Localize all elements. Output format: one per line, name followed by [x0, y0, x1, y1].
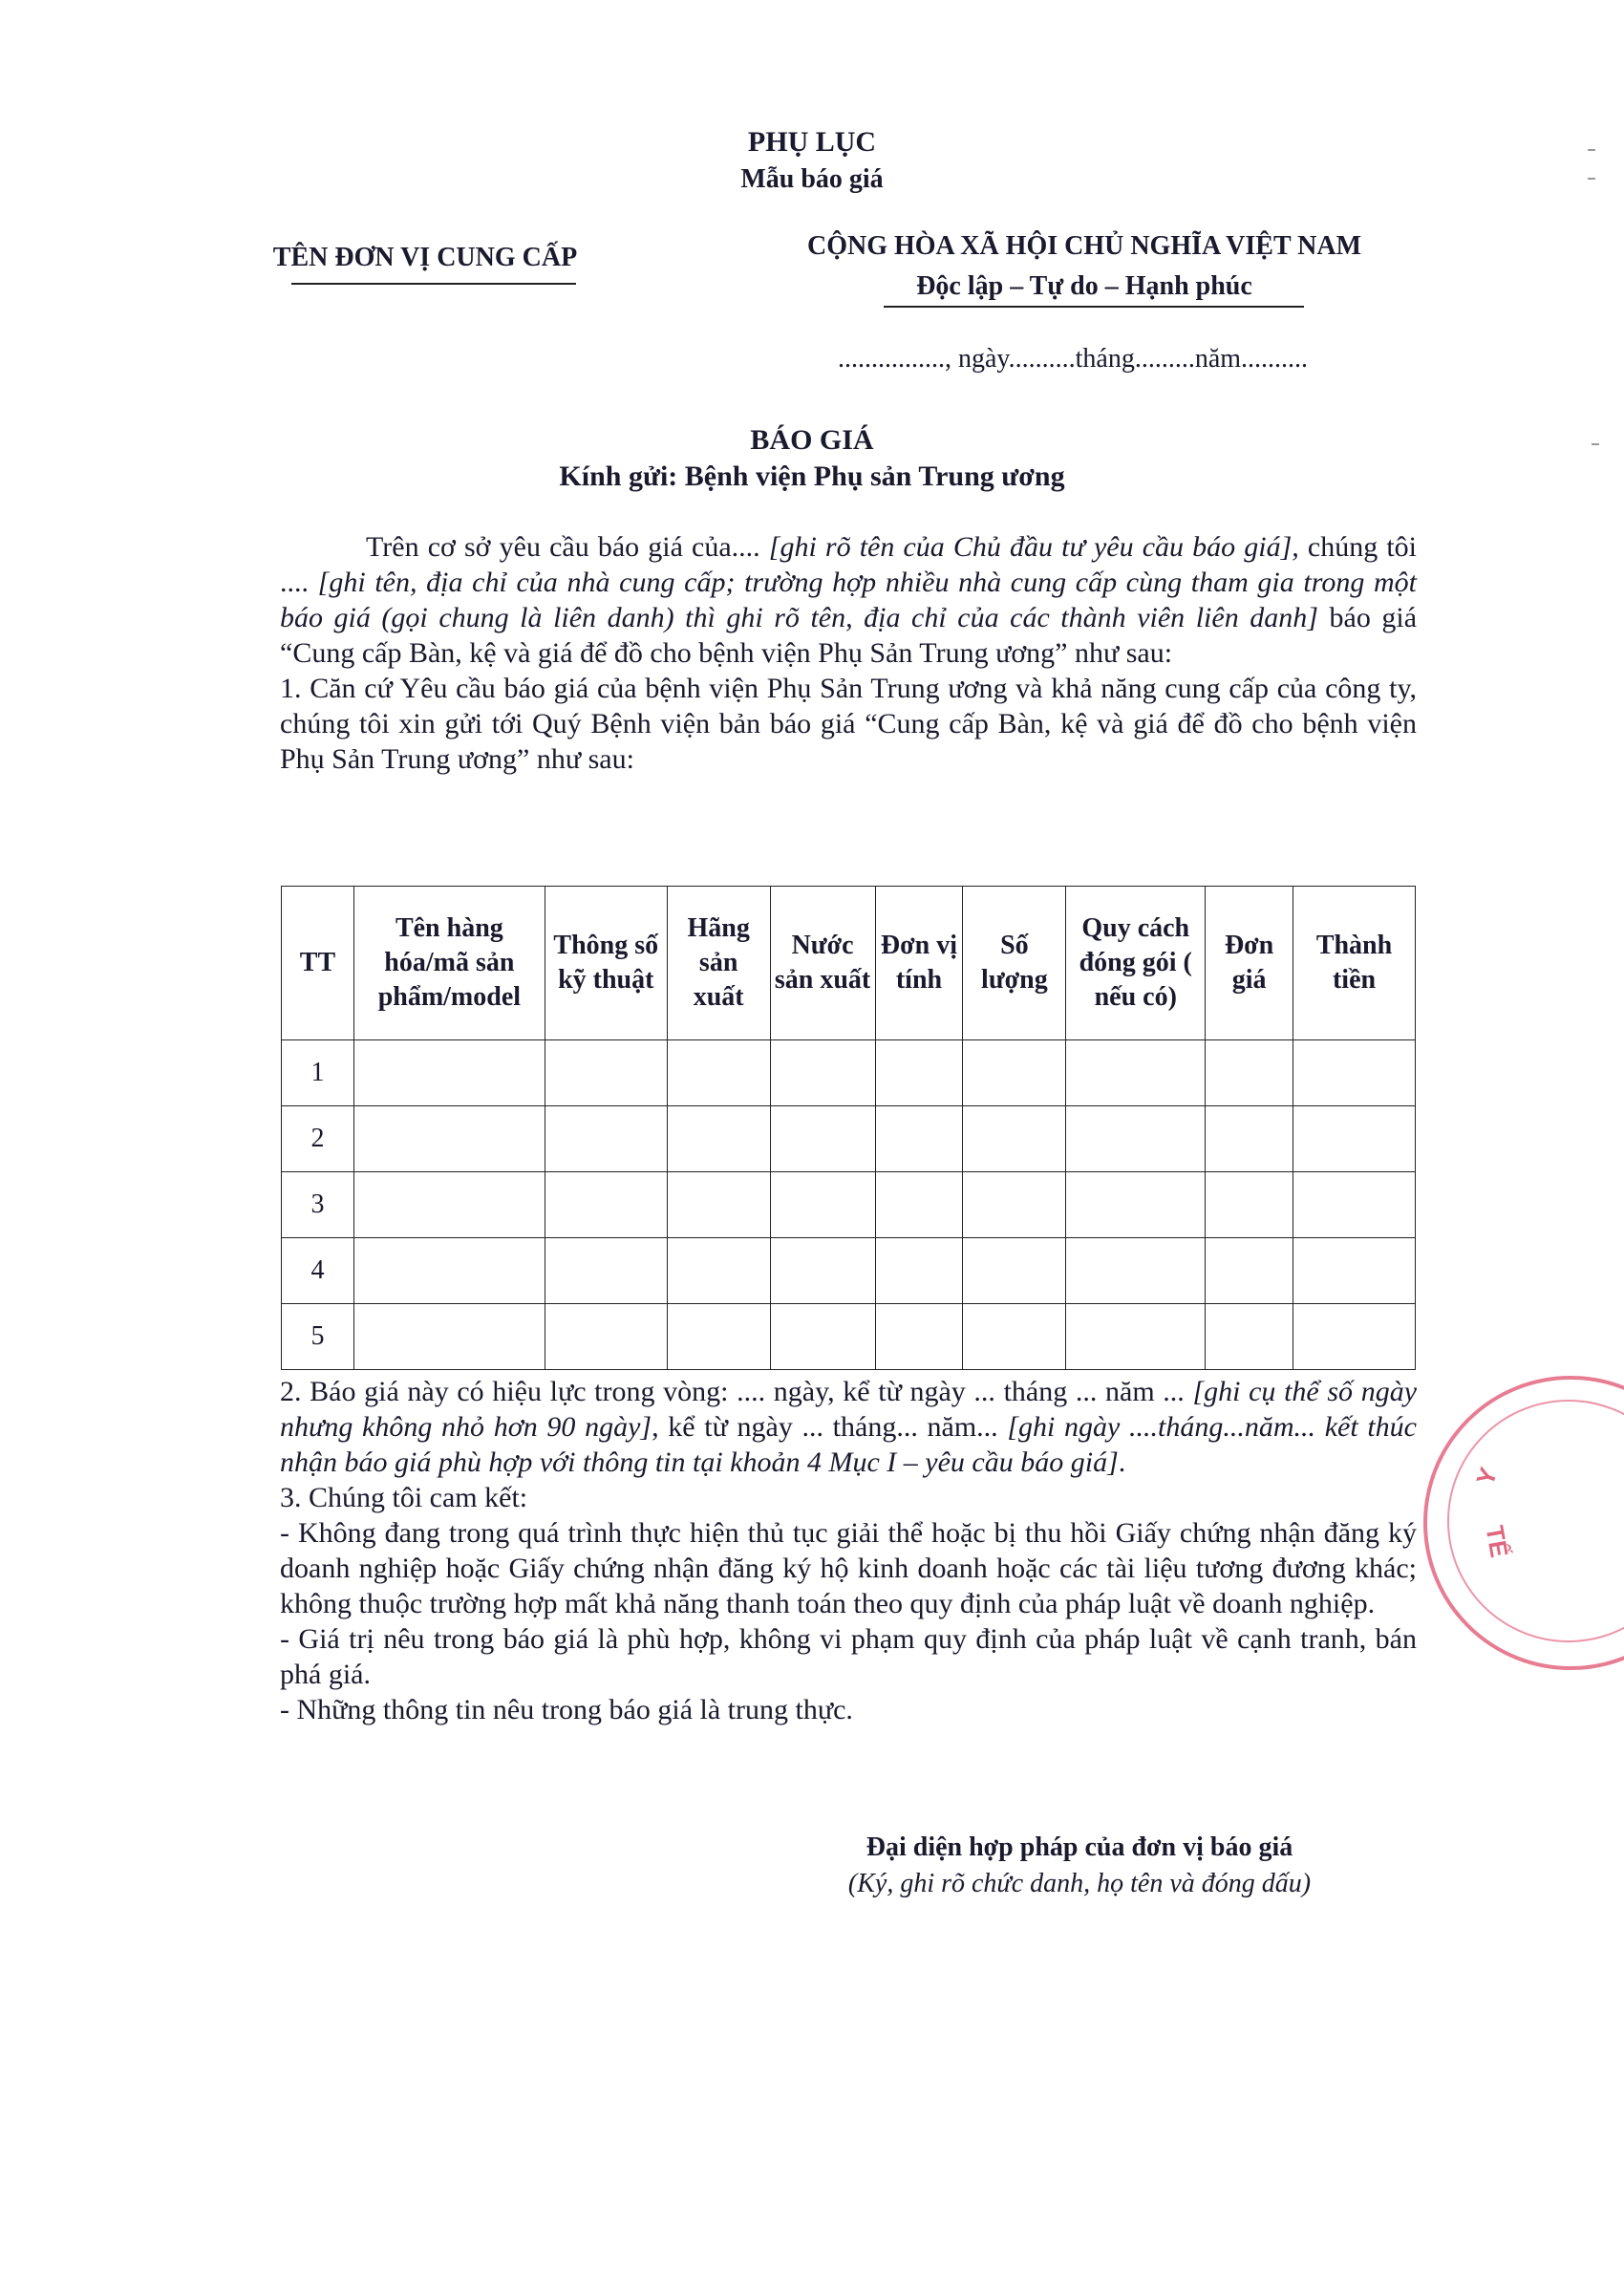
validity-text-a: 2. Báo giá này có hiệu lực trong vòng: .... ngày, kể từ ngày ... tháng ... năm ... [280, 1376, 1185, 1407]
scan-edge-mark [1588, 178, 1595, 180]
table-cell[interactable] [545, 1304, 667, 1370]
national-motto: Độc lập – Tự do – Hạnh phúc [916, 271, 1252, 301]
intro-note-supplier: [ghi tên, địa chỉ của nhà cung cấp; trường hợp nhiều nhà cung cấp cùng tham gia trong một báo giá (gọi chung là liên danh) thì ghi rõ tên, địa chỉ của các thành viên liên danh] [280, 567, 1417, 633]
table-cell[interactable] [1206, 1172, 1293, 1238]
date-line: ................, ngày..........tháng.........năm.......... [838, 344, 1309, 374]
table-row [282, 1106, 1416, 1172]
appendix-subtitle: Mẫu báo giá [740, 164, 884, 194]
table-cell[interactable] [770, 1238, 875, 1304]
col-header-packing: Quy cách đóng gói ( nếu có) [1066, 887, 1206, 1040]
table-cell[interactable] [1206, 1238, 1293, 1304]
table-cell[interactable] [667, 1304, 770, 1370]
table-cell[interactable] [770, 1304, 875, 1370]
validity-note-date: [ghi ngày ....tháng...năm... kết thúc nhận báo giá phù hợp với thông tin tại khoản 4 Mục I – yêu cầu báo giá] [280, 1411, 1417, 1478]
row-number: 4 [282, 1238, 354, 1304]
intro-text-e: báo giá “Cung cấp Bàn, kệ và giá để đồ cho bệnh viện Phụ Sản Trung ương” như sau: [280, 602, 1418, 669]
intro-text-a: Trên cơ sở yêu cầu báo giá của.... [366, 531, 760, 563]
table-cell[interactable] [1066, 1106, 1206, 1172]
table-cell[interactable] [963, 1040, 1066, 1106]
validity-paragraph [280, 1374, 1417, 1480]
table-cell[interactable] [667, 1106, 770, 1172]
table-cell[interactable] [1066, 1172, 1206, 1238]
table-cell[interactable] [353, 1238, 545, 1304]
table-cell[interactable] [545, 1040, 667, 1106]
validity-text-c: , kể từ ngày ... tháng... năm... [652, 1411, 998, 1443]
col-header-spec: Thông số kỹ thuật [545, 887, 667, 1040]
table-cell[interactable] [353, 1304, 545, 1370]
table-cell[interactable] [353, 1106, 545, 1172]
quote-title: BÁO GIÁ [750, 424, 874, 456]
table-cell[interactable] [1206, 1040, 1293, 1106]
col-header-unit: Đơn vị tính [875, 887, 963, 1040]
row-number: 1 [282, 1040, 354, 1106]
intro-note-investor: [ghi rõ tên của Chủ đầu tư yêu cầu báo giá], [768, 531, 1299, 563]
table-cell[interactable] [963, 1106, 1066, 1172]
table-cell[interactable] [353, 1172, 545, 1238]
appendix-title: PHỤ LỤC [747, 126, 877, 158]
row-number: 3 [282, 1172, 354, 1238]
table-cell[interactable] [875, 1304, 963, 1370]
commitments-heading: 3. Chúng tôi cam kết: [280, 1482, 528, 1513]
table-row [282, 1304, 1416, 1370]
table-cell[interactable] [770, 1172, 875, 1238]
signature-note: (Ký, ghi rõ chức danh, họ tên và đóng dấu) [847, 1869, 1312, 1898]
nation-title: CỘNG HÒA XÃ HỘI CHỦ NGHĨA VIỆT NAM [806, 231, 1362, 261]
scan-edge-mark [1592, 443, 1599, 445]
table-cell[interactable] [353, 1040, 545, 1106]
table-cell[interactable] [963, 1238, 1066, 1304]
table-cell[interactable] [545, 1172, 667, 1238]
col-header-total: Thành tiền [1293, 887, 1416, 1040]
table-cell[interactable] [875, 1172, 963, 1238]
table-cell[interactable] [1206, 1304, 1293, 1370]
commitment-item: - Những thông tin nêu trong báo giá là trung thực. [280, 1694, 853, 1725]
table-cell[interactable] [545, 1106, 667, 1172]
table-cell[interactable] [667, 1040, 770, 1106]
col-header-tt: TT [282, 887, 354, 1040]
table-cell[interactable] [1293, 1238, 1416, 1304]
quote-table [281, 886, 1416, 1370]
table-cell[interactable] [667, 1172, 770, 1238]
quote-recipient: Kính gửi: Bệnh viện Phụ sản Trung ương [559, 461, 1065, 492]
table-row [282, 1040, 1416, 1106]
row-number: 2 [282, 1106, 354, 1172]
col-header-manufacturer: Hãng sản xuất [667, 887, 770, 1040]
table-cell[interactable] [1293, 1172, 1416, 1238]
table-cell[interactable] [963, 1172, 1066, 1238]
table-cell[interactable] [1066, 1238, 1206, 1304]
validity-text-e: . [1118, 1446, 1126, 1478]
col-header-product: Tên hàng hóa/mã sản phẩm/model [353, 887, 545, 1040]
intro-section [280, 529, 1417, 777]
supplier-label: TÊN ĐƠN VỊ CUNG CẤP [272, 243, 578, 272]
table-cell[interactable] [875, 1238, 963, 1304]
stamp-text-te: TẾ [1480, 1523, 1514, 1560]
intro-paragraph [280, 529, 1417, 671]
table-cell[interactable] [770, 1106, 875, 1172]
table-header-row [282, 887, 1416, 1040]
table-cell[interactable] [667, 1238, 770, 1304]
table-cell[interactable] [875, 1106, 963, 1172]
intro-text-c: chúng tôi .... [280, 531, 1417, 598]
table-cell[interactable] [545, 1238, 667, 1304]
stamp-text-y: Y [1470, 1464, 1504, 1489]
col-header-quantity: Số lượng [963, 887, 1066, 1040]
terms-section [280, 1374, 1417, 1727]
basis-paragraph: 1. Căn cứ Yêu cầu báo giá của bệnh viện Phụ Sản Trung ương và khả năng cung cấp của công ty, chúng tôi xin gửi tới Quý Bệnh viện bản báo giá “Cung cấp Bàn, kệ và giá để đồ cho bệnh viện Phụ Sản Trung ương” như sau: [280, 673, 1417, 775]
col-header-unit-price: Đơn giá [1206, 887, 1293, 1040]
table-cell[interactable] [770, 1040, 875, 1106]
scan-edge-mark [1588, 149, 1595, 151]
table-cell[interactable] [963, 1304, 1066, 1370]
table-cell[interactable] [1206, 1106, 1293, 1172]
table-cell[interactable] [1066, 1040, 1206, 1106]
table-cell[interactable] [1293, 1106, 1416, 1172]
table-row [282, 1238, 1416, 1304]
row-number: 5 [282, 1304, 354, 1370]
table-cell[interactable] [1293, 1040, 1416, 1106]
commitment-item: - Giá trị nêu trong báo giá là phù hợp, không vi phạm quy định của pháp luật về cạnh tranh, bán phá giá. [280, 1623, 1417, 1690]
col-header-country: Nước sản xuất [770, 887, 875, 1040]
supplier-underline [291, 283, 576, 285]
table-row [282, 1172, 1416, 1238]
table-cell[interactable] [1293, 1304, 1416, 1370]
validity-note-days: [ghi cụ thể số ngày nhưng không nhỏ hơn 90 ngày] [280, 1376, 1418, 1443]
signature-title: Đại diện hợp pháp của đơn vị báo giá [865, 1832, 1293, 1862]
table-cell[interactable] [1066, 1304, 1206, 1370]
commitment-item: - Không đang trong quá trình thực hiện thủ tục giải thể hoặc bị thu hồi Giấy chứng nhận đăng ký doanh nghiệp hoặc Giấy chứng nhận đăng ký hộ kinh doanh hoặc các tài liệu tương đương khác; không thuộc trường hợp mất khả năng thanh toán theo quy định của pháp luật về doanh nghiệp. [280, 1517, 1417, 1619]
table-cell[interactable] [875, 1040, 963, 1106]
motto-underline [884, 306, 1304, 308]
